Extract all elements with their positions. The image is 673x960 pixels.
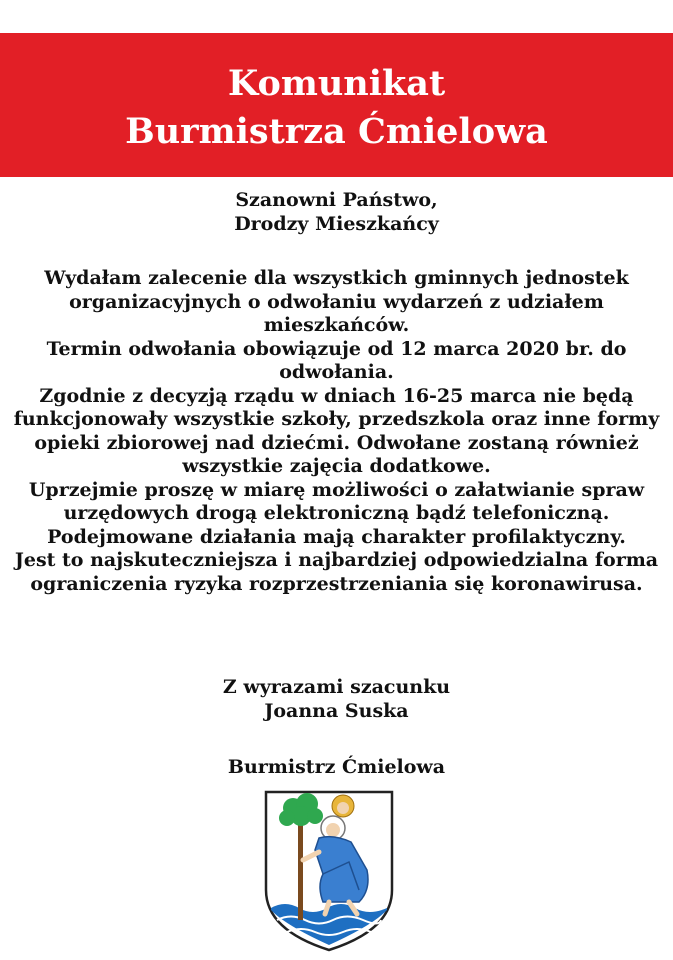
body-line: Podejmowane działania mają charakter profilaktyczny. [47, 525, 626, 548]
signature-block [0, 675, 673, 723]
body-line: wszystkie zajęcia dodatkowe. [182, 455, 491, 477]
body-line: funkcjonowały wszystkie szkoły, przedszkola oraz inne formy [13, 408, 660, 430]
announcement-body [0, 267, 673, 596]
coat-of-arms-icon [263, 790, 395, 953]
title-line-2: Burmistrza Ćmielowa [125, 111, 548, 152]
body-line: Termin odwołania obowiązuje od 12 marca 2020 br. do [46, 337, 627, 360]
body-line: ograniczenia ryzyka rozprzestrzeniania się koronawirusa. [30, 572, 643, 595]
page-title [0, 60, 673, 156]
body-line: odwołania. [279, 361, 394, 383]
closing-regards: Z wyrazami szacunku [222, 676, 451, 698]
greeting-line-2: Drodzy Mieszkańcy [234, 213, 439, 235]
body-line: Uprzejmie proszę w miarę możliwości o załatwianie spraw [28, 478, 645, 501]
body-line: organizacyjnych o odwołaniu wydarzeń z udziałem [69, 290, 604, 313]
body-line: opieki zbiorowej nad dziećmi. Odwołane zostaną również [34, 431, 639, 454]
body-line: Wydałam zalecenie dla wszystkich gminnych jednostek [44, 267, 629, 289]
body-line: Zgodnie z decyzją rządu w dniach 16-25 marca nie będą [39, 384, 634, 407]
signatory-position: Burmistrz Ćmielowa [227, 756, 446, 778]
greeting [0, 188, 673, 236]
signatory-name: Joanna Suska [264, 700, 409, 722]
body-line: mieszkańców. [263, 314, 410, 336]
greeting-line-1: Szanowni Państwo, [235, 189, 438, 211]
title-line-1: Komunikat [227, 63, 446, 104]
body-line: urzędowych drogą elektroniczną bądź telefoniczną. [63, 502, 610, 524]
body-line: Jest to najskuteczniejsza i najbardziej odpowiedzialna forma [14, 549, 659, 571]
